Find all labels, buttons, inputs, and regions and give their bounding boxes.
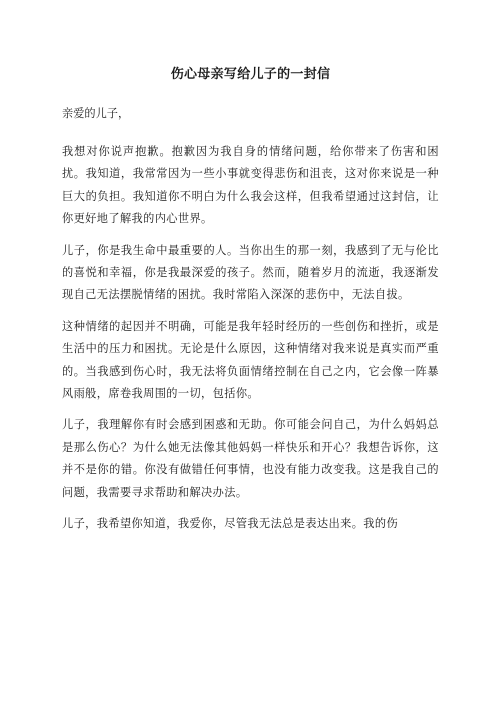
paragraph-3: 这种情绪的起因并不明确，可能是我年轻时经历的一些创伤和挫折，或是生活中的压力和困扰。无论是什么原因，这种情绪对我来说是真实而严重的。当我感到伤心时，我无法将负面情绪控制在自己之内，它会像一阵暴风雨般，席卷我周围的一切，包括你。 (62, 319, 439, 401)
paragraph-5: 儿子，我希望你知道，我爱你，尽管我无法总是表达出来。我的伤 (62, 517, 399, 531)
salutation: 亲爱的儿子， (62, 107, 130, 120)
paragraph-4: 儿子，我理解你有时会感到困惑和无助。你可能会问自己，为什么妈妈总是那么伤心？为什么她无法像其他妈妈一样快乐和开心？我想告诉你，这并不是你的错。你没有做错任何事情，也没有能力改变我。这是我自己的问题，我需要寻求帮助和解决办法。 (62, 418, 439, 499)
paragraph-2: 儿子，你是我生命中最重要的人。当你出生的那一刻，我感到了无与伦比的喜悦和幸福，你是我最深爱的孩子。然而，随着岁月的流逝，我逐渐发现自己无法摆脱情绪的困扰。我时常陷入深深的悲伤中，无法自拔。 (62, 243, 439, 302)
letter-title: 伤心母亲写给儿子的一封信 (170, 67, 331, 82)
paragraph-1: 我想对你说声抱歉。抱歉因为我自身的情绪问题，给你带来了伤害和困扰。我知道，我常常因为一些小事就变得悲伤和沮丧，这对你来说是一种巨大的负担。我知道你不明白为什么我会这样，但我希望通过这封信，让你更好地了解我的内心世界。 (62, 145, 439, 226)
